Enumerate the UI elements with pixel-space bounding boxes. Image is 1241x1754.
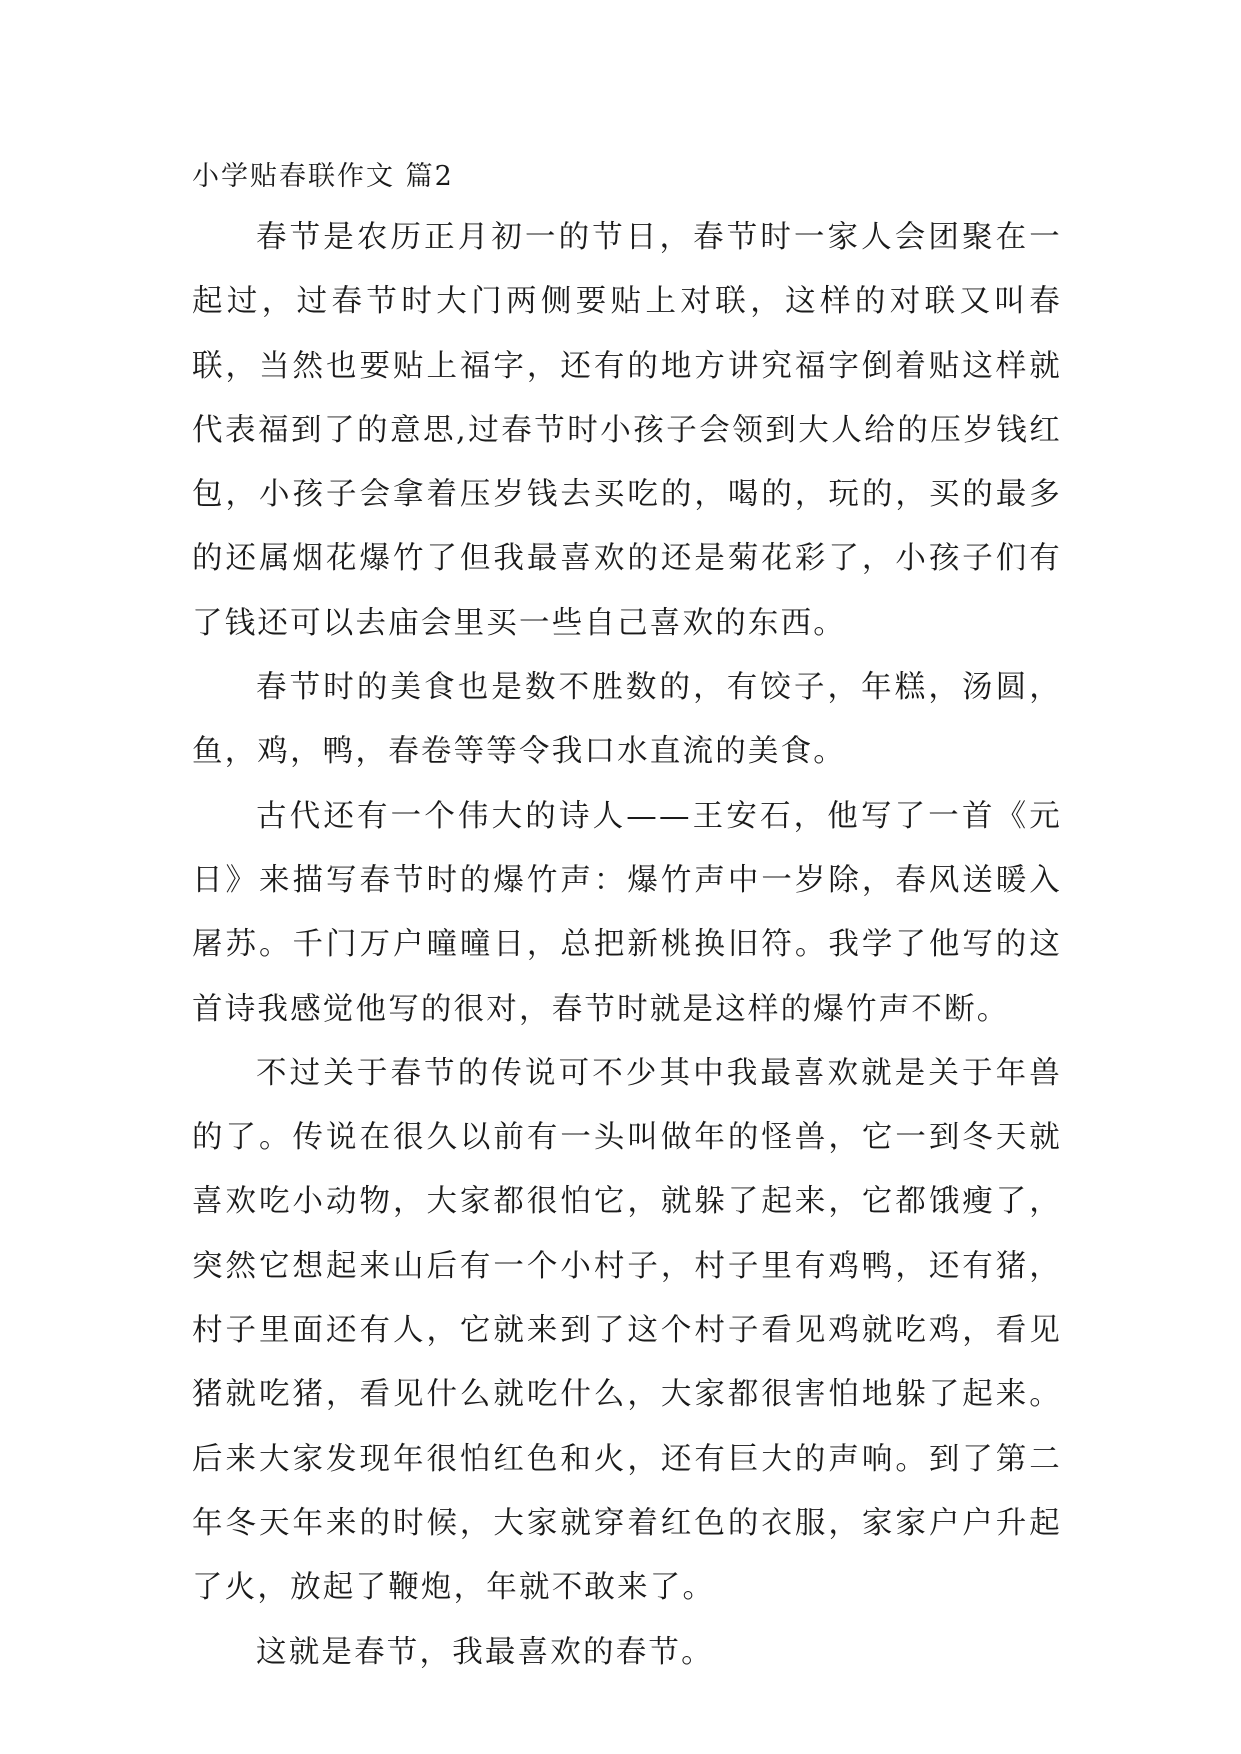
paragraph-4: 不过关于春节的传说可不少其中我最喜欢就是关于年兽的了。传说在很久以前有一头叫做年的怪兽，它一到冬天就喜欢吃小动物，大家都很怕它，就躲了起来，它都饿瘦了，突然它想起来山后有一个小村子，村子里有鸡鸭，还有猪，村子里面还有人，它就来到了这个村子看见鸡就吃鸡，看见猪就吃猪，看见什么就吃什么，大家都很害怕地躲了起来。后来大家发现年很怕红色和火，还有巨大的声响。到了第二年冬天年来的时候，大家就穿着红色的衣服，家家户户升起了火，放起了鞭炮，年就不敢来了。 bbox=[192, 1055, 1062, 1606]
paragraph-3: 古代还有一个伟大的诗人——王安石，他写了一首《元日》来描写春节时的爆竹声：爆竹声中一岁除，春风送暖入屠苏。千门万户曈曈日，总把新桃换旧符。我学了他写的这首诗我感觉他写的很对，春节时就是这样的爆竹声不断。 bbox=[192, 798, 1062, 1027]
paragraph-1: 春节是农历正月初一的节日，春节时一家人会团聚在一起过，过春节时大门两侧要贴上对联，这样的对联又叫春联，当然也要贴上福字，还有的地方讲究福字倒着贴这样就代表福到了的意思,过春节时小孩子会领到大人给的压岁钱红包，小孩子会拿着压岁钱去买吃的，喝的，玩的，买的最多的还属烟花爆竹了但我最喜欢的还是菊花彩了，小孩子们有了钱还可以去庙会里买一些自己喜欢的东西。 bbox=[192, 220, 1062, 641]
document-title: 小学贴春联作文 篇2 bbox=[192, 161, 454, 192]
paragraph-2: 春节时的美食也是数不胜数的，有饺子，年糕，汤圆，鱼，鸡，鸭，春卷等等令我口水直流的美食。 bbox=[192, 670, 1062, 770]
paragraph-5: 这就是春节，我最喜欢的春节。 bbox=[256, 1634, 714, 1670]
document-body bbox=[192, 160, 1062, 1685]
